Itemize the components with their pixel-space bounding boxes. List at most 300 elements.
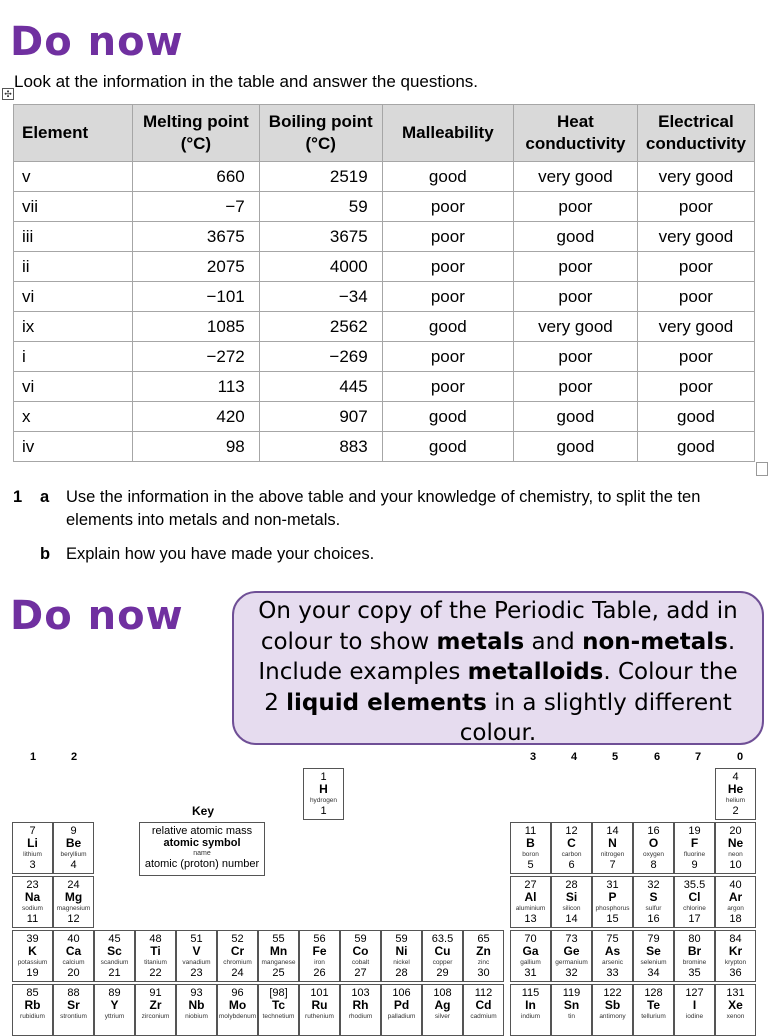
instructions-text: Look at the information in the table and answer the questions.: [14, 72, 479, 91]
atomic-symbol: Mo: [228, 998, 247, 1012]
element-cell: [510, 822, 551, 874]
element-cell: [674, 930, 715, 982]
element-cell: [299, 930, 340, 982]
element-cell: [510, 984, 551, 1036]
header-heat-conductivity: Heat conductivity: [513, 105, 637, 162]
key-label: Key: [192, 804, 215, 818]
element-name: gallium: [520, 959, 541, 966]
element-cell: [217, 930, 258, 982]
element-name: xenon: [726, 1013, 745, 1020]
atomic-mass: 119: [562, 987, 581, 999]
question-b-label: b: [40, 545, 51, 563]
cell-heat: very good: [513, 312, 637, 342]
atomic-number: 23: [190, 967, 203, 979]
question-a-line2: elements into metals and non-metals.: [66, 511, 341, 529]
table-resize-handle[interactable]: [756, 462, 768, 476]
cell-electrical: very good: [637, 162, 754, 192]
table-move-handle-icon[interactable]: ✣: [2, 88, 14, 100]
element-cell: [422, 984, 463, 1036]
atomic-number: 33: [606, 967, 619, 979]
atomic-symbol: He: [727, 782, 744, 796]
cell-electrical: good: [637, 402, 754, 432]
element-name: boron: [522, 851, 539, 858]
atomic-mass: 80: [688, 933, 701, 945]
element-cell: [176, 984, 217, 1036]
atomic-number: 1: [320, 805, 327, 817]
atomic-mass: 20: [729, 825, 742, 837]
atomic-symbol: Ne: [727, 836, 744, 850]
atomic-symbol: Mg: [64, 890, 83, 904]
element-cell: [592, 984, 633, 1036]
table-row: [14, 192, 755, 222]
atomic-mass: 73: [565, 933, 578, 945]
cell-melting: 98: [133, 432, 260, 462]
cell-element: vi: [14, 372, 133, 402]
element-name: potassium: [17, 959, 48, 966]
element-cell: [551, 876, 592, 928]
atomic-symbol: Mn: [269, 944, 288, 958]
element-name: zirconium: [141, 1013, 170, 1020]
atomic-number: 21: [108, 967, 121, 979]
element-cell: [258, 930, 299, 982]
atomic-mass: 79: [647, 933, 660, 945]
element-name: cobalt: [351, 959, 370, 966]
header-electrical-conductivity: Electrical conductivity: [637, 105, 754, 162]
element-cell: [135, 930, 176, 982]
element-name: selenium: [640, 959, 667, 966]
table-row: [14, 432, 755, 462]
element-name: scandium: [100, 959, 129, 966]
atomic-mass: [98]: [269, 987, 288, 999]
group-number: 0: [736, 751, 744, 763]
cell-electrical: poor: [637, 342, 754, 372]
atomic-mass: 27: [524, 879, 537, 891]
element-cell: [674, 984, 715, 1036]
atomic-symbol: Si: [565, 890, 578, 904]
cell-melting: 660: [133, 162, 260, 192]
element-cell: [551, 984, 592, 1036]
element-name: silicon: [562, 905, 581, 912]
element-cell: [53, 822, 94, 874]
element-cell: [715, 930, 756, 982]
atomic-mass: 112: [474, 987, 493, 999]
element-name: lithium: [23, 851, 42, 858]
atomic-symbol: Sb: [604, 998, 621, 1012]
cell-boiling: 3675: [259, 222, 382, 252]
question-number: 1: [13, 488, 23, 506]
atomic-symbol: Cl: [688, 890, 701, 904]
atomic-mass: 11: [524, 825, 537, 837]
cell-malleability: good: [382, 432, 513, 462]
atomic-mass: 39: [26, 933, 39, 945]
cell-element: ix: [14, 312, 133, 342]
atomic-number: 31: [524, 967, 537, 979]
atomic-mass: 65: [477, 933, 490, 945]
atomic-mass: 51: [190, 933, 203, 945]
element-name: chlorine: [683, 905, 706, 912]
cell-element: iv: [14, 432, 133, 462]
cell-heat: poor: [513, 342, 637, 372]
element-name: ruthenium: [305, 1013, 334, 1020]
atomic-number: 15: [606, 913, 619, 925]
table-row: [14, 402, 755, 432]
atomic-number: 11: [26, 913, 39, 925]
atomic-mass: 93: [190, 987, 203, 999]
cell-boiling: −269: [259, 342, 382, 372]
element-name: nickel: [393, 959, 410, 966]
atomic-mass: 55: [272, 933, 285, 945]
element-cell: [12, 930, 53, 982]
atomic-mass: 4: [732, 771, 739, 783]
atomic-mass: 106: [392, 987, 411, 999]
atomic-number: 2: [732, 805, 739, 817]
cell-electrical: very good: [637, 312, 754, 342]
element-cell: [592, 822, 633, 874]
cell-melting: −272: [133, 342, 260, 372]
element-name: germanium: [555, 959, 588, 966]
table-row: [14, 312, 755, 342]
atomic-number: 32: [565, 967, 578, 979]
atomic-mass: 75: [606, 933, 619, 945]
element-name: technetium: [262, 1013, 295, 1020]
element-name: vanadium: [182, 959, 211, 966]
atomic-number: 18: [729, 913, 742, 925]
atomic-symbol: C: [567, 836, 576, 850]
cell-melting: 420: [133, 402, 260, 432]
element-name: sulfur: [645, 905, 662, 912]
atomic-symbol: Tc: [271, 998, 286, 1012]
key-symbol: atomic symbol: [163, 837, 241, 849]
atomic-symbol: Pd: [393, 998, 410, 1012]
element-name: zinc: [477, 959, 490, 966]
cell-element: v: [14, 162, 133, 192]
atomic-symbol: Se: [646, 944, 661, 958]
atomic-mass: 24: [67, 879, 80, 891]
atomic-number: 13: [524, 913, 537, 925]
element-name: molybdenum: [218, 1013, 257, 1020]
element-name: copper: [432, 959, 453, 966]
cell-malleability: good: [382, 402, 513, 432]
element-cell: [217, 984, 258, 1036]
atomic-mass: 9: [70, 825, 77, 837]
element-cell: [715, 876, 756, 928]
element-name: rubidium: [20, 1013, 45, 1020]
atomic-symbol: Te: [646, 998, 661, 1012]
table-row: [14, 222, 755, 252]
atomic-symbol: S: [649, 890, 658, 904]
cell-boiling: −34: [259, 282, 382, 312]
cell-malleability: poor: [382, 252, 513, 282]
atomic-symbol: P: [608, 890, 617, 904]
element-name: chromium: [223, 959, 252, 966]
atomic-symbol: Br: [687, 944, 702, 958]
cell-boiling: 59: [259, 192, 382, 222]
element-name: beryllium: [60, 851, 87, 858]
atomic-symbol: Ag: [434, 998, 451, 1012]
element-cell: [715, 768, 756, 820]
atomic-mass: 56: [313, 933, 326, 945]
atomic-number: 36: [729, 967, 742, 979]
cell-heat: poor: [513, 372, 637, 402]
atomic-mass: 1: [320, 771, 327, 783]
element-cell: [53, 876, 94, 928]
group-number: 1: [29, 751, 37, 763]
atomic-number: 25: [272, 967, 285, 979]
atomic-symbol: K: [28, 944, 37, 958]
atomic-symbol: Nb: [188, 998, 205, 1012]
atomic-mass: 14: [606, 825, 619, 837]
atomic-symbol: H: [319, 782, 328, 796]
element-name: neon: [728, 851, 743, 858]
atomic-number: 29: [436, 967, 449, 979]
cell-melting: 2075: [133, 252, 260, 282]
table-row: [14, 162, 755, 192]
atomic-symbol: Ni: [395, 944, 408, 958]
element-name: niobium: [185, 1013, 208, 1020]
atomic-mass: 45: [108, 933, 121, 945]
cell-electrical: poor: [637, 282, 754, 312]
element-name: magnesium: [56, 905, 91, 912]
atomic-symbol: N: [608, 836, 617, 850]
atomic-symbol: V: [192, 944, 201, 958]
cell-malleability: good: [382, 162, 513, 192]
cell-boiling: 2562: [259, 312, 382, 342]
element-cell: [510, 930, 551, 982]
element-cell: [633, 822, 674, 874]
atomic-symbol: Ru: [311, 998, 328, 1012]
atomic-symbol: Co: [352, 944, 369, 958]
atomic-symbol: As: [604, 944, 621, 958]
atomic-symbol: Rh: [352, 998, 369, 1012]
cell-malleability: poor: [382, 372, 513, 402]
element-cell: [463, 984, 504, 1036]
table-row: [14, 372, 755, 402]
atomic-symbol: Zn: [476, 944, 491, 958]
atomic-symbol: Ca: [65, 944, 82, 958]
atomic-symbol: I: [692, 998, 697, 1012]
atomic-number: 19: [26, 967, 39, 979]
atomic-symbol: Al: [524, 890, 537, 904]
atomic-symbol: Cu: [434, 944, 451, 958]
atomic-number: 4: [70, 859, 77, 871]
element-name: sodium: [22, 905, 43, 912]
cell-boiling: 907: [259, 402, 382, 432]
atomic-mass: 35.5: [683, 879, 706, 891]
cell-melting: −7: [133, 192, 260, 222]
cell-heat: good: [513, 222, 637, 252]
element-name: tin: [568, 1013, 575, 1020]
element-cell: [135, 984, 176, 1036]
element-name: aluminium: [515, 905, 546, 912]
atomic-mass: 59: [395, 933, 408, 945]
atomic-symbol: Xe: [728, 998, 743, 1012]
atomic-number: 6: [568, 859, 575, 871]
atomic-symbol: In: [525, 998, 536, 1012]
atomic-symbol: Sr: [67, 998, 80, 1012]
atomic-mass: 48: [149, 933, 162, 945]
cell-malleability: poor: [382, 342, 513, 372]
element-cell: [551, 930, 592, 982]
cell-electrical: good: [637, 432, 754, 462]
element-name: bromine: [682, 959, 707, 966]
element-cell: [510, 876, 551, 928]
cell-melting: 1085: [133, 312, 260, 342]
cell-element: ii: [14, 252, 133, 282]
cell-electrical: very good: [637, 222, 754, 252]
element-cell: [12, 822, 53, 874]
element-cell: [422, 930, 463, 982]
element-name: antimony: [599, 1013, 626, 1020]
element-name: iron: [314, 959, 325, 966]
question-a-line1: Use the information in the above table and your knowledge of chemistry, to split the ten: [66, 488, 701, 506]
atomic-mass: 28: [565, 879, 578, 891]
element-properties-table: [13, 104, 755, 462]
atomic-number: 8: [650, 859, 657, 871]
element-cell: [674, 876, 715, 928]
group-number: 3: [529, 751, 537, 763]
cell-heat: poor: [513, 282, 637, 312]
element-name: strontium: [60, 1013, 87, 1020]
atomic-mass: 52: [231, 933, 244, 945]
atomic-mass: 23: [26, 879, 39, 891]
atomic-number: 34: [647, 967, 660, 979]
atomic-mass: 16: [647, 825, 660, 837]
element-cell: [12, 984, 53, 1036]
atomic-symbol: Cr: [230, 944, 245, 958]
atomic-mass: 101: [310, 987, 329, 999]
atomic-symbol: O: [648, 836, 659, 850]
section-title: Do now: [10, 593, 184, 639]
element-name: manganese: [261, 959, 296, 966]
atomic-number: 24: [231, 967, 244, 979]
cell-melting: 3675: [133, 222, 260, 252]
key-mass: relative atomic mass: [151, 825, 253, 837]
element-name: titanium: [144, 959, 167, 966]
atomic-number: 5: [527, 859, 534, 871]
atomic-number: 17: [688, 913, 701, 925]
cell-electrical: poor: [637, 372, 754, 402]
element-name: indium: [520, 1013, 541, 1020]
cell-malleability: poor: [382, 282, 513, 312]
atomic-mass: 103: [351, 987, 370, 999]
element-name: silver: [434, 1013, 451, 1020]
atomic-mass: 40: [67, 933, 80, 945]
element-cell: [551, 822, 592, 874]
element-cell: [94, 930, 135, 982]
atomic-mass: 122: [603, 987, 622, 999]
cell-heat: poor: [513, 192, 637, 222]
atomic-symbol: B: [526, 836, 535, 850]
cell-heat: good: [513, 402, 637, 432]
atomic-symbol: Ge: [563, 944, 580, 958]
element-cell: [381, 930, 422, 982]
atomic-number: 10: [729, 859, 742, 871]
atomic-symbol: Ar: [728, 890, 743, 904]
atomic-mass: 31: [606, 879, 619, 891]
atomic-number: 26: [313, 967, 326, 979]
atomic-mass: 115: [521, 987, 540, 999]
atomic-number: 14: [565, 913, 578, 925]
element-name: helium: [725, 797, 746, 804]
cell-malleability: poor: [382, 222, 513, 252]
atomic-number: 9: [691, 859, 698, 871]
atomic-number: 30: [477, 967, 490, 979]
element-cell: [715, 822, 756, 874]
instruction-callout: On your copy of the Periodic Table, add in colour to show metals and non-metals. Include examples metalloids. Colour the 2 liquid elements in a slightly different colour.: [232, 591, 764, 745]
cell-boiling: 883: [259, 432, 382, 462]
atomic-symbol: Rb: [24, 998, 41, 1012]
cell-element: vi: [14, 282, 133, 312]
atomic-mass: 88: [67, 987, 80, 999]
table-row: [14, 282, 755, 312]
element-cell: [633, 876, 674, 928]
question-a-label: a: [40, 488, 50, 506]
group-number: 2: [70, 751, 78, 763]
atomic-mass: 84: [729, 933, 742, 945]
atomic-mass: 89: [108, 987, 121, 999]
atomic-symbol: Zr: [149, 998, 162, 1012]
cell-malleability: good: [382, 312, 513, 342]
key-name: name: [193, 850, 211, 857]
element-cell: [176, 930, 217, 982]
atomic-mass: 63.5: [431, 933, 454, 945]
element-name: carbon: [561, 851, 582, 858]
atomic-symbol: Na: [24, 890, 41, 904]
element-cell: [12, 876, 53, 928]
element-name: phosphorus: [595, 905, 630, 912]
atomic-number: 27: [354, 967, 367, 979]
group-number: 6: [653, 751, 661, 763]
atomic-symbol: Ga: [522, 944, 539, 958]
periodic-key: [139, 822, 265, 876]
atomic-number: 35: [688, 967, 701, 979]
page-title: Do now: [10, 19, 184, 65]
cell-boiling: 2519: [259, 162, 382, 192]
atomic-mass: 108: [433, 987, 452, 999]
element-cell: [381, 984, 422, 1036]
atomic-mass: 12: [565, 825, 578, 837]
element-name: krypton: [724, 959, 747, 966]
element-cell: [592, 930, 633, 982]
cell-melting: 113: [133, 372, 260, 402]
cell-heat: poor: [513, 252, 637, 282]
cell-heat: good: [513, 432, 637, 462]
element-cell: [340, 930, 381, 982]
element-cell: [94, 984, 135, 1036]
atomic-symbol: Y: [110, 998, 119, 1012]
group-number: 7: [694, 751, 702, 763]
element-name: yttrium: [104, 1013, 125, 1020]
element-cell: [53, 984, 94, 1036]
atomic-number: 28: [395, 967, 408, 979]
element-name: arsenic: [602, 959, 623, 966]
cell-element: i: [14, 342, 133, 372]
header-boiling-point: Boiling point (°C): [259, 105, 382, 162]
element-name: tellurium: [641, 1013, 666, 1020]
atomic-mass: 40: [729, 879, 742, 891]
group-number: 4: [570, 751, 578, 763]
cell-melting: −101: [133, 282, 260, 312]
element-name: iodine: [685, 1013, 704, 1020]
cell-malleability: poor: [382, 192, 513, 222]
element-cell: [340, 984, 381, 1036]
cell-element: iii: [14, 222, 133, 252]
element-cell: [303, 768, 344, 820]
element-cell: [592, 876, 633, 928]
element-name: nitrogen: [600, 851, 625, 858]
atomic-symbol: Be: [65, 836, 82, 850]
element-name: hydrogen: [309, 797, 338, 804]
